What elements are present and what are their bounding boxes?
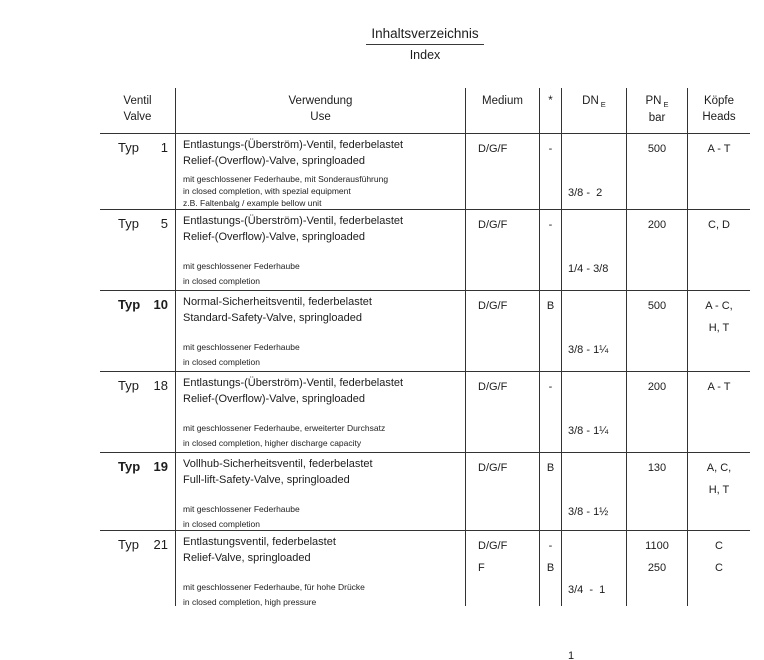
cell-star: B [540, 453, 562, 530]
header-koepfe-de: Köpfe [703, 95, 735, 107]
typ-word: Typ [118, 378, 139, 393]
cell-pn: 500 [627, 134, 688, 209]
typ-word: Typ [118, 216, 139, 231]
typ-number: 18 [153, 378, 168, 393]
table-row-typ-19 [100, 453, 750, 531]
header-pn [627, 88, 688, 133]
valve-index-table [100, 88, 750, 660]
document-title-block [100, 25, 750, 62]
cell-star: - B [540, 531, 562, 606]
cell-use [176, 372, 466, 452]
typ-word: Typ [118, 459, 141, 474]
title-german: Inhaltsverzeichnis [366, 26, 483, 45]
cell-star: - [540, 210, 562, 290]
header-koepfe [688, 88, 750, 133]
cell-typ-label [100, 291, 176, 371]
use-main-text: Entlastungs-(Überström)-Ventil, federbelastet Relief-(Overflow)-Valve, springloaded [183, 139, 404, 167]
header-medium [466, 88, 540, 133]
cell-pn: 200 [627, 210, 688, 290]
use-main-text: Vollhub-Sicherheitsventil, federbelastet Full-lift-Safety-Valve, springloaded [183, 458, 373, 486]
cell-dn: 3/8 - 2 [562, 134, 627, 209]
typ-number: 10 [153, 297, 168, 312]
header-koepfe-en: Heads [702, 111, 736, 123]
use-fine-print: mit geschlossener Federhaube, für hohe Drücke in closed completion, high pressure [183, 582, 365, 607]
cell-pn: 500 [627, 291, 688, 371]
use-main-text: Entlastungsventil, federbelastet Relief-Valve, springloaded [183, 536, 336, 564]
table-row-typ-10 [100, 291, 750, 372]
header-ventil [100, 88, 176, 133]
cell-heads: A - T [707, 381, 731, 393]
use-fine-print: mit geschlossener Federhaube, mit Sonderausführung in closed completion, with spezial equipment z.B. Faltenbalg / example bellow unit [183, 174, 389, 208]
typ-number: 5 [160, 216, 168, 231]
header-pn-label: PN [645, 95, 662, 107]
header-verwendung-en: Use [310, 111, 331, 123]
cell-pn: 1100 250 [627, 531, 688, 606]
header-verwendung-de: Verwendung [288, 95, 353, 107]
table-row-typ-1 [100, 134, 750, 210]
cell-use [176, 210, 466, 290]
use-fine-print: mit geschlossener Federhaube in closed completion [183, 261, 300, 286]
typ-word: Typ [118, 297, 141, 312]
header-dn [562, 88, 627, 133]
cell-dn: 3/8 - 1½ [562, 453, 627, 530]
cell-pn: 130 [627, 453, 688, 530]
header-dn-label: DN [582, 95, 599, 107]
cell-star: - [540, 372, 562, 452]
cell-medium: D/G/F F [466, 531, 540, 606]
typ-word: Typ [118, 537, 139, 552]
cell-heads: A - C, H, T [705, 300, 733, 334]
header-star [540, 88, 562, 133]
use-fine-print: mit geschlossener Federhaube, erweiterter Durchsatz in closed completion, higher discharge capacity [183, 423, 386, 448]
typ-number: 21 [153, 537, 168, 552]
use-main-text: Entlastungs-(Überström)-Ventil, federbelastet Relief-(Overflow)-Valve, springloaded [183, 377, 404, 405]
table-row-typ-18 [100, 372, 750, 453]
cell-star: - [540, 134, 562, 209]
table-row-typ-21 [100, 531, 750, 660]
header-pn-subscript: E [663, 100, 669, 109]
cell-star: B [540, 291, 562, 371]
use-main-text: Normal-Sicherheitsventil, federbelastet Standard-Safety-Valve, springloaded [183, 296, 372, 324]
header-dn-subscript: E [600, 100, 606, 109]
header-pn-unit: bar [648, 112, 666, 124]
cell-typ-label [100, 453, 176, 530]
header-ventil-en: Valve [123, 111, 152, 123]
typ-number: 19 [153, 459, 168, 474]
cell-typ-label [100, 134, 176, 209]
cell-dn: 3/4 - 1 1 [562, 531, 627, 606]
cell-use [176, 453, 466, 530]
typ-word: Typ [118, 140, 139, 155]
cell-dn: 3/8 - 1¼ [562, 372, 627, 452]
use-main-text: Entlastungs-(Überström)-Ventil, federbelastet Relief-(Overflow)-Valve, springloaded [183, 215, 404, 243]
cell-heads: C C [715, 540, 723, 574]
cell-use [176, 134, 466, 209]
header-star-label: * [548, 95, 553, 107]
cell-dn: 3/8 - 1¼ [562, 291, 627, 371]
table-row-typ-5 [100, 210, 750, 291]
cell-medium: D/G/F [466, 453, 540, 530]
cell-typ-label [100, 531, 176, 606]
header-medium-label: Medium [482, 95, 523, 107]
typ-number: 1 [160, 140, 168, 155]
cell-medium: D/G/F [466, 372, 540, 452]
use-fine-print: mit geschlossener Federhaube in closed completion [183, 342, 300, 367]
cell-medium: D/G/F [466, 210, 540, 290]
title-english: Index [409, 48, 441, 62]
cell-pn: 200 [627, 372, 688, 452]
cell-use [176, 531, 466, 606]
table-header-row [100, 88, 750, 134]
cell-typ-label [100, 210, 176, 290]
cell-typ-label [100, 372, 176, 452]
header-verwendung [176, 88, 466, 133]
header-ventil-de: Ventil [123, 95, 152, 107]
cell-heads: A, C, H, T [706, 462, 732, 496]
cell-medium: D/G/F [466, 291, 540, 371]
cell-heads: A - T [707, 143, 731, 155]
use-fine-print: mit geschlossener Federhaube in closed completion [183, 504, 300, 529]
cell-medium: D/G/F [466, 134, 540, 209]
cell-heads: C, D [708, 219, 730, 231]
cell-use [176, 291, 466, 371]
cell-dn: 1/4 - 3/8 [562, 210, 627, 290]
